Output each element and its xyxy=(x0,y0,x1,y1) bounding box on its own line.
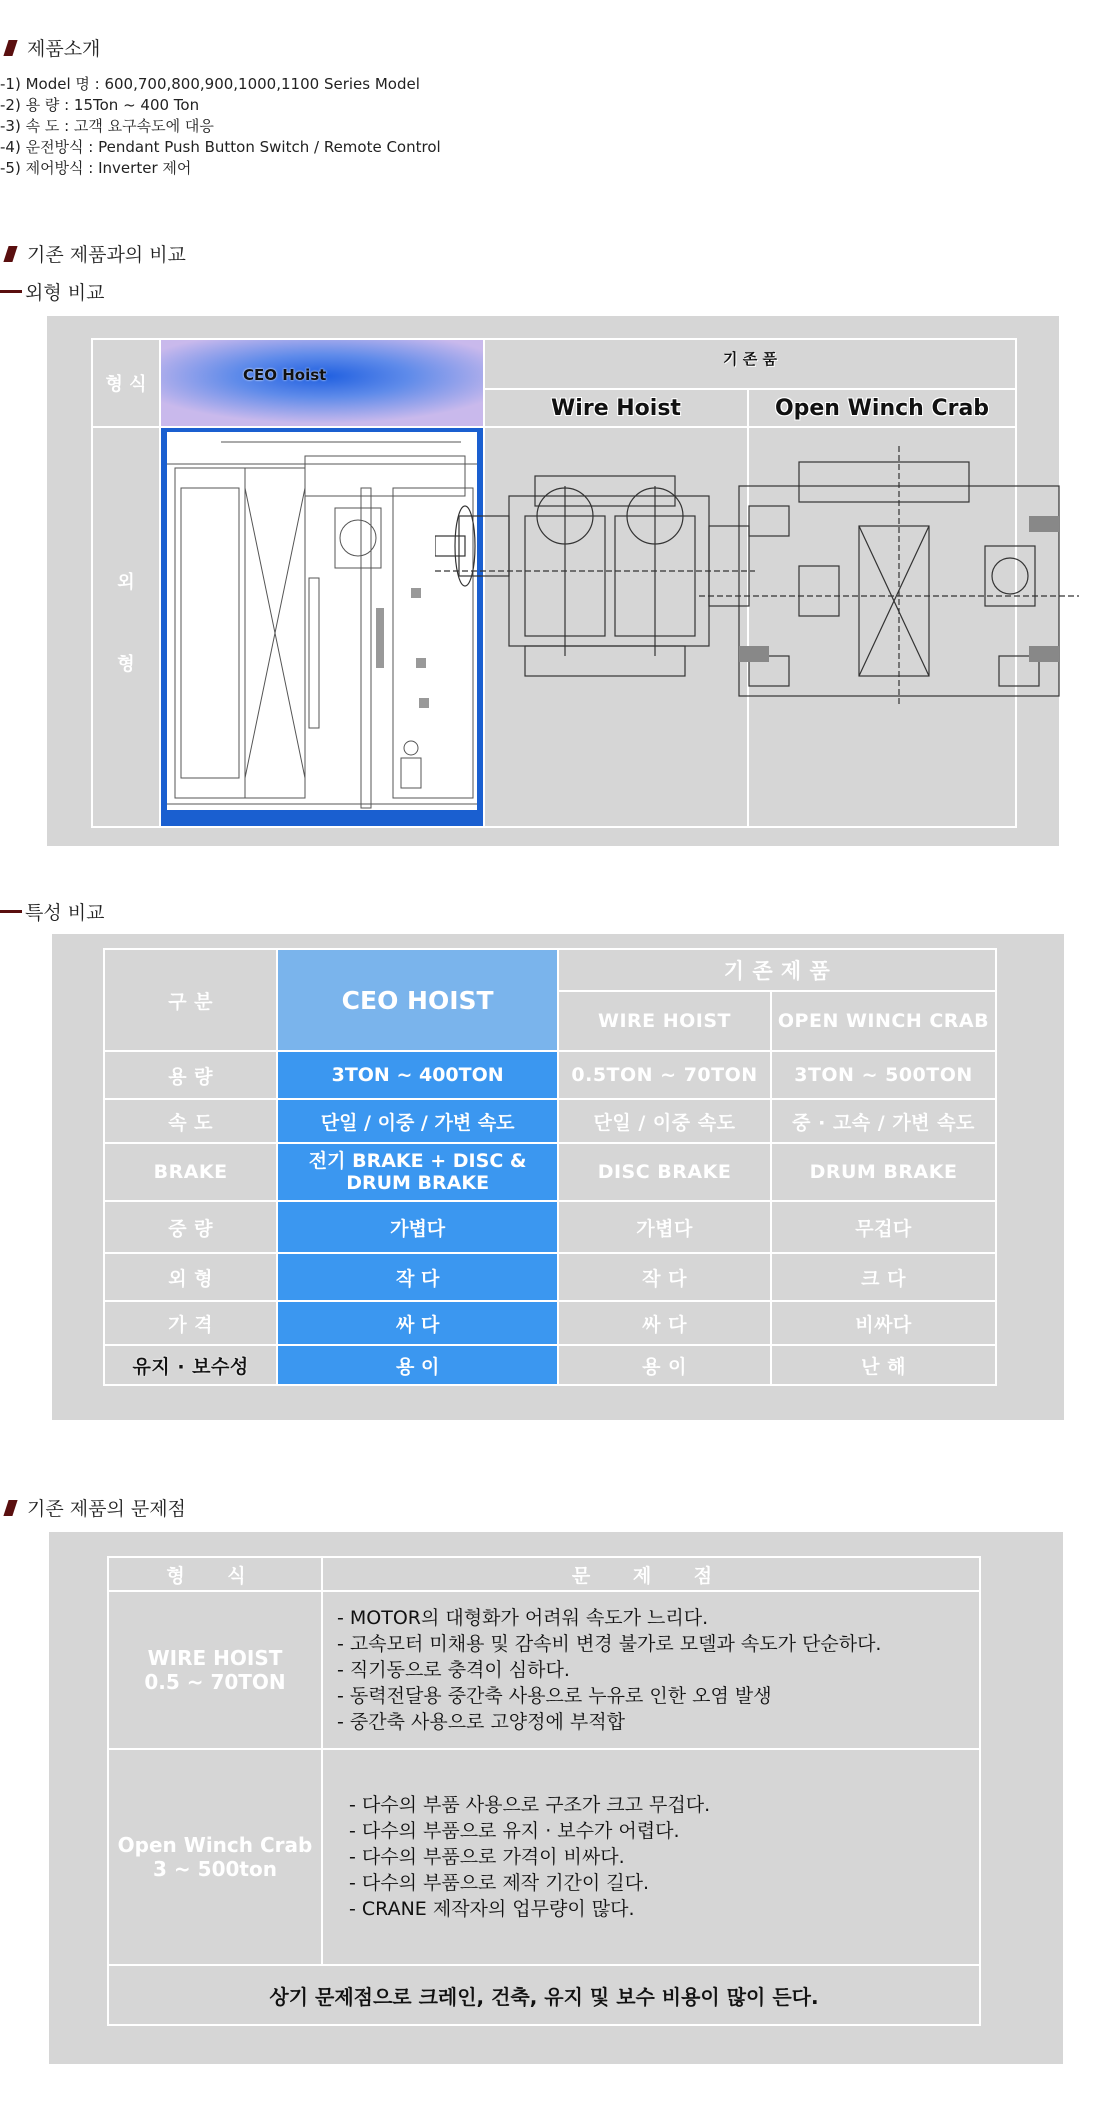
head-existing: 기 존 제 품 xyxy=(558,949,996,991)
slash-bullet-icon xyxy=(3,246,17,262)
existing-header xyxy=(483,338,1017,390)
crab-value: 중 · 고속 / 가변 속도 xyxy=(771,1099,996,1143)
dash-bullet-icon xyxy=(0,910,22,913)
appearance-subtitle xyxy=(0,278,104,305)
char-subtitle xyxy=(0,898,104,925)
crab-value: 무겁다 xyxy=(771,1201,996,1253)
open-winch-crab-label: Open Winch Crab xyxy=(774,395,990,421)
list-item: - 직기동으로 충격이 심하다. xyxy=(337,1659,570,1681)
list-item: - 다수의 부품으로 가격이 비싸다. xyxy=(349,1846,625,1868)
ceo-value: 작 다 xyxy=(277,1253,558,1301)
problems-footer: 상기 문제점으로 크레인, 건축, 유지 및 보수 비용이 많이 든다. xyxy=(108,1965,980,2025)
slash-bullet-icon xyxy=(3,1500,17,1516)
wire-type-cell xyxy=(108,1591,322,1749)
intro-line-control: -5) 제어방식 : Inverter 제어 xyxy=(0,159,192,177)
wire-type-range: 0.5 ~ 70TON xyxy=(144,1670,286,1694)
wire-value: 싸 다 xyxy=(558,1301,771,1345)
appearance-comparison-panel xyxy=(47,316,1059,846)
ceo-hoist-label: CEO Hoist xyxy=(243,366,327,384)
ceo-hoist-header xyxy=(159,338,485,428)
characteristic-table xyxy=(103,948,997,1386)
problems-table xyxy=(107,1556,981,2026)
type-label-cell xyxy=(91,338,161,428)
wire-value: DISC BRAKE xyxy=(558,1143,771,1201)
crab-type-range: 3 ~ 500ton xyxy=(153,1857,277,1881)
char-title-text: 특성 비교 xyxy=(25,902,105,924)
row-label: 용 량 xyxy=(104,1051,277,1099)
list-item: - 다수의 부품으로 제작 기간이 길다. xyxy=(349,1872,650,1894)
problems-panel xyxy=(49,1532,1063,2064)
crab-drawing xyxy=(699,446,1079,706)
ceo-value: 단일 / 이중 / 가변 속도 xyxy=(277,1099,558,1143)
row-label: 중 량 xyxy=(104,1201,277,1253)
list-item: - 다수의 부품 사용으로 구조가 크고 무겁다. xyxy=(349,1794,711,1816)
crab-value: DRUM BRAKE xyxy=(771,1143,996,1201)
existing-label: 기 존 품 xyxy=(723,350,777,368)
list-item: - 다수의 부품으로 유지 · 보수가 어렵다. xyxy=(349,1820,680,1842)
list-item: - CRANE 제작자의 업무량이 많다. xyxy=(349,1898,635,1920)
wire-value: 가볍다 xyxy=(558,1201,771,1253)
head-wire-hoist: WIRE HOIST xyxy=(558,991,771,1051)
crab-value: 비싸다 xyxy=(771,1301,996,1345)
intro-section-title xyxy=(0,34,100,61)
dash-bullet-icon xyxy=(0,290,22,293)
problems-title-text: 기존 제품의 문제점 xyxy=(27,1498,186,1520)
table-row xyxy=(104,1143,996,1201)
row-label: BRAKE xyxy=(104,1143,277,1201)
ceo-value: 3TON ~ 400TON xyxy=(277,1051,558,1099)
wire-value: 단일 / 이중 속도 xyxy=(558,1099,771,1143)
problems-section-title xyxy=(0,1494,186,1521)
wire-value: 작 다 xyxy=(558,1253,771,1301)
list-item: - MOTOR의 대형화가 어려워 속도가 느리다. xyxy=(337,1607,709,1629)
table-row xyxy=(104,1345,996,1385)
crab-value: 크 다 xyxy=(771,1253,996,1301)
slash-bullet-icon xyxy=(3,40,17,56)
problems-head-type: 형 식 xyxy=(108,1557,322,1591)
table-row xyxy=(104,1051,996,1099)
table-row xyxy=(104,1099,996,1143)
wire-type-name: WIRE HOIST xyxy=(147,1646,283,1670)
intro-line-capacity: -2) 용 량 : 15Ton ~ 400 Ton xyxy=(0,96,200,114)
ceo-value: 싸 다 xyxy=(277,1301,558,1345)
wire-hoist-header xyxy=(483,388,749,428)
row-label: 유지 · 보수성 xyxy=(104,1345,277,1385)
intro-line-operation: -4) 운전방식 : Pendant Push Button Switch / Remote Control xyxy=(0,138,441,156)
characteristic-comparison-panel xyxy=(52,934,1064,1420)
wire-value: 용 이 xyxy=(558,1345,771,1385)
table-row xyxy=(108,1749,980,1965)
row-label: 외 형 xyxy=(104,1253,277,1301)
list-item: - 동력전달용 중간축 사용으로 누유로 인한 오염 발생 xyxy=(337,1685,772,1707)
appearance-title-text: 외형 비교 xyxy=(25,282,105,304)
head-ceo-hoist: CEO HOIST xyxy=(277,949,558,1051)
comparison-section-title xyxy=(0,240,186,267)
shape-label-2: 형 xyxy=(117,654,135,675)
wire-hoist-label: Wire Hoist xyxy=(551,395,681,421)
ceo-value: 전기 BRAKE + DISC & DRUM BRAKE xyxy=(277,1143,558,1201)
intro-title-text: 제품소개 xyxy=(27,38,101,60)
table-row xyxy=(104,1201,996,1253)
crab-value: 난 해 xyxy=(771,1345,996,1385)
comparison-title-text: 기존 제품과의 비교 xyxy=(27,244,186,266)
crab-problems-cell xyxy=(322,1749,980,1965)
head-gubun: 구 분 xyxy=(104,949,277,1051)
table-row xyxy=(104,1253,996,1301)
problems-head-problem: 문 제 점 xyxy=(322,1557,980,1591)
crab-value: 3TON ~ 500TON xyxy=(771,1051,996,1099)
wire-problems-cell xyxy=(322,1591,980,1749)
list-item: - 중간축 사용으로 고양정에 부적합 xyxy=(337,1711,625,1733)
list-item: - 고속모터 미채용 및 감속비 변경 불가로 모델과 속도가 단순하다. xyxy=(337,1633,882,1655)
head-open-winch-crab: OPEN WINCH CRAB xyxy=(771,991,996,1051)
intro-line-speed: -3) 속 도 : 고객 요구속도에 대응 xyxy=(0,117,214,135)
intro-line-model: -1) Model 명 : 600,700,800,900,1000,1100 Series Model xyxy=(0,75,420,93)
crab-type-cell xyxy=(108,1749,322,1965)
shape-label-1: 외 xyxy=(117,572,135,593)
row-label: 속 도 xyxy=(104,1099,277,1143)
shape-label-cell xyxy=(91,426,161,828)
ceo-value: 용 이 xyxy=(277,1345,558,1385)
row-label: 가 격 xyxy=(104,1301,277,1345)
type-label: 형 식 xyxy=(105,374,147,395)
crab-type-name: Open Winch Crab xyxy=(117,1833,313,1857)
ceo-value: 가볍다 xyxy=(277,1201,558,1253)
wire-value: 0.5TON ~ 70TON xyxy=(558,1051,771,1099)
table-row xyxy=(108,1591,980,1749)
open-winch-crab-header xyxy=(747,388,1017,428)
table-row xyxy=(104,1301,996,1345)
